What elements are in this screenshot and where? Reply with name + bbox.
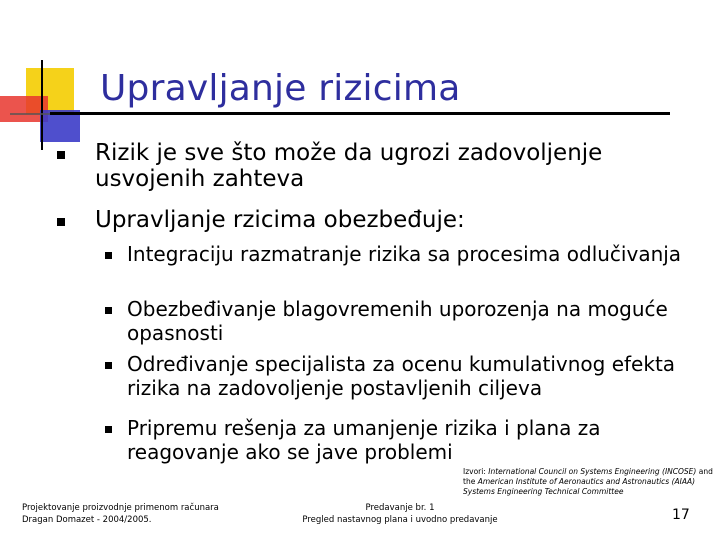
sub-bullet-square-icon — [105, 362, 112, 369]
sub-bullet-text: Pripremu rešenja za umanjenje rizika i plana za reagovanje ako se jave problemi — [127, 416, 601, 464]
sub-bullet-item — [127, 297, 702, 345]
footer-course-info — [22, 502, 219, 526]
bullet-square-icon — [57, 218, 65, 226]
bullet-text: Upravljanje rzicima obezbeđuje: — [95, 207, 465, 233]
source-org-2: American Institute of Aeronautics and Astronautics (AIAA) — [477, 477, 696, 486]
bullet-square-icon — [57, 151, 65, 159]
title-underline — [50, 112, 670, 115]
sub-bullet-square-icon — [105, 307, 112, 314]
source-the: the — [463, 477, 476, 486]
footer-lecture-title: Pregled nastavnog plana i uvodno predavanje — [302, 515, 498, 525]
sub-bullet-text: Integraciju razmatranje rizika sa procesima odlučivanja — [127, 242, 682, 266]
source-org-1: International Council on Systems Engineering (INCOSE) — [488, 467, 697, 476]
sub-bullet-item — [127, 352, 702, 400]
footer-lecture-info — [290, 502, 510, 526]
bullet-text: Rizik je sve što može da ugrozi zadovoljenje usvojenih zahteva — [95, 140, 603, 192]
footer-course-title: Projektovanje proizvodnje primenom računara — [22, 503, 219, 513]
footer-lecture-number: Predavanje br. 1 — [365, 503, 435, 513]
slide-title: Upravljanje rizicima — [100, 68, 461, 109]
page-number: 17 — [672, 507, 690, 523]
footer-author: Dragan Domazet - 2004/2005. — [22, 515, 152, 525]
sub-bullet-square-icon — [105, 252, 112, 259]
source-org-3: Systems Engineering Technical Committee — [463, 487, 624, 496]
bullet-item — [95, 140, 695, 192]
source-note — [463, 467, 713, 497]
source-and: and — [698, 467, 713, 476]
decorative-logo-icon — [0, 60, 90, 150]
sub-bullet-item — [127, 416, 702, 464]
sub-bullet-item — [127, 242, 702, 266]
sub-bullet-text: Određivanje specijalista za ocenu kumulativnog efekta rizika na zadovoljenje postavljenih ciljeva — [127, 352, 676, 400]
bullet-item — [95, 207, 695, 233]
sub-bullet-square-icon — [105, 426, 112, 433]
sub-bullet-text: Obezbeđivanje blagovremenih uporozenja na moguće opasnosti — [127, 297, 668, 345]
source-prefix: Izvori: — [463, 467, 486, 476]
